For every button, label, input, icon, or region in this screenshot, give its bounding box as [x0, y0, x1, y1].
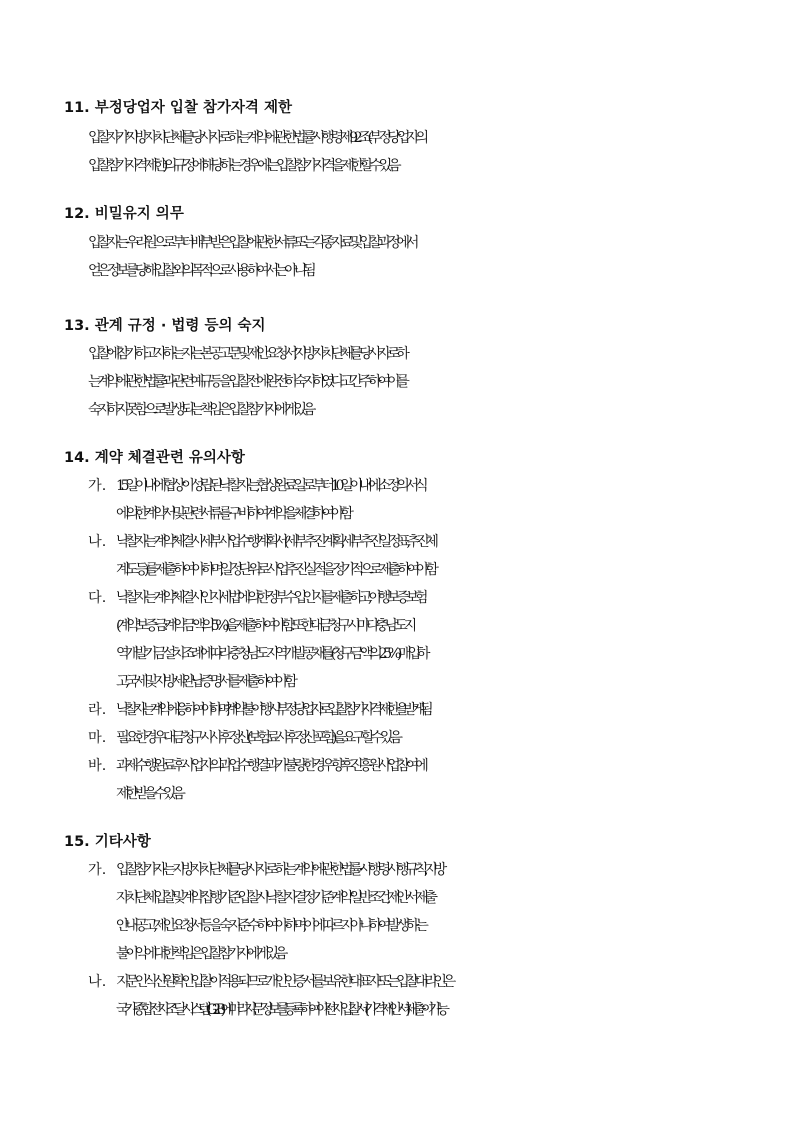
list-item-line: 국가종합전자조달시스템(G2B)에 미리 지문정보를 등록하여야 전자입찰서(가격제안서) 제출이 가능 — [116, 1002, 445, 1018]
list-item-line: 낙찰자는 계약에 응하여야 하며, 계약불이행시 부정당업자로 입찰참가 자격제한을 받게 됨 — [116, 702, 429, 718]
list-item-line: (계약보증금: 계약금액의 5%)을 제출하여야 함. 또한 대금청구 시 마다 ‘충남도 지 — [116, 618, 413, 634]
item-marker: 마. — [88, 730, 107, 746]
paragraph-line: 숙지하지 못함으로 발생되는 책임은 입찰 참가자에게 있음 — [88, 402, 312, 418]
item-marker: 나. — [88, 974, 107, 990]
item-marker: 다. — [88, 590, 107, 606]
list-item-line: 고, 국세 및 지방세 완납증명서를 제출하여야 함 — [116, 674, 294, 690]
paragraph-line: 입찰 참가자격 제한)의 규정에 해당하는 경우에는 입찰참가자격을 제한할 수 있음 — [88, 158, 398, 174]
list-item-line: 15일 이내에 협상이 성립된 낙찰자는, 협상완료일로 부터 10일 이내에 소정의 서식 — [116, 478, 425, 494]
list-item-line: 안내 공고, 제안요청서 등을 숙지·준수하여야 하며, 이에 따르지 아니하여 발생하는 — [116, 918, 425, 934]
list-item-line: 역개발기금 설치 조례’에 따라 충청남도 지역개발공채를(청구금액의 2.5%) 매입하 — [116, 646, 427, 662]
item-marker: 라. — [88, 702, 107, 718]
paragraph-line: 입찰자는 우리 원으로부터 배부 받은 입찰에 관한 서류 또는 각종 자료 및 입찰과정에서 — [88, 235, 415, 251]
section-title-12: 12. 비밀유지 의무 — [64, 206, 184, 222]
list-item-line: 에 의한 계약서 및 관련서류를 구비하여 계약을 체결하여야 함 — [116, 506, 350, 522]
list-item-line: 계도 등)를 제출하여야 하며, 일정단위로 사업추진 실적을 정기적으로 제출하여야 함 — [116, 562, 435, 578]
paragraph-line: 입찰에 참가하고자 하는 자는 본 공고문 및 제안요청서, ‘지방자치단체를당사자로하 — [88, 346, 406, 362]
list-item-line: 낙찰자는 계약체결 시 세부 사업수행계획서(세부 추진계획, 세부추진 일정표, 추진체 — [116, 534, 435, 550]
list-item-line: 입찰참가자는 지방자치단체를 당사자로 하는 계약에 관한 법률·시행령·시행규칙, 지방 — [116, 862, 443, 878]
section-title-11: 11. 부정당업자 입찰 참가자격 제한 — [64, 100, 292, 116]
item-marker: 바. — [88, 758, 107, 774]
paragraph-line: 얻은 정보를 당해 입찰 외의 목적으로 사용하여서는 아니 됨 — [88, 263, 313, 279]
list-item-line: 자치단체 입찰 및 계약 집행기준·입찰시 낙찰자 결정기준·계약일반조건, 제안서 제출 — [116, 890, 434, 906]
item-marker: 가. — [88, 478, 107, 494]
list-item-line: 제한 받을 수 있음 — [116, 786, 182, 802]
list-item-line: 지문인식 신원확인 입찰이 적용되므로 개인인증서를 보유한 대표자 또는 입찰대리인은 — [116, 974, 452, 990]
section-title-13: 13. 관계 규정 · 법령 등의 숙지 — [64, 318, 266, 334]
paragraph-line: 입찰자가 ‘지방자치단체를당사자로하는계약에관한법률’ 시행령 제92조(부정당업자의 — [88, 130, 425, 146]
item-marker: 가. — [88, 862, 107, 878]
item-marker: 나. — [88, 534, 107, 550]
list-item-line: 낙찰자는 계약체결시 ‘인지세법’에 의한 정부수입인지를 제출하고, 이행보증보험 — [116, 590, 425, 606]
paragraph-line: 는계약에관한법률’과 관련 예규 등을 입찰 전에 완전히 숙지하였다고 간주하여 이를 — [88, 374, 406, 390]
list-item-line: 불이익에 대한 책임은 입찰참가자에게 있음 — [116, 946, 284, 962]
section-title-15: 15. 기타사항 — [64, 834, 151, 850]
list-item-line: 과제 수행 완료 후 사업자의 과업 수행결과가 불량한 경우 향후 진흥원 사업 참여에 — [116, 758, 425, 774]
section-title-14: 14. 계약 체결관련 유의사항 — [64, 450, 245, 466]
list-item-line: 필요한 경우 대금 청구 시 사후정산(보험료 사후정산 포함)을 요구할 수 있음 — [116, 730, 399, 746]
